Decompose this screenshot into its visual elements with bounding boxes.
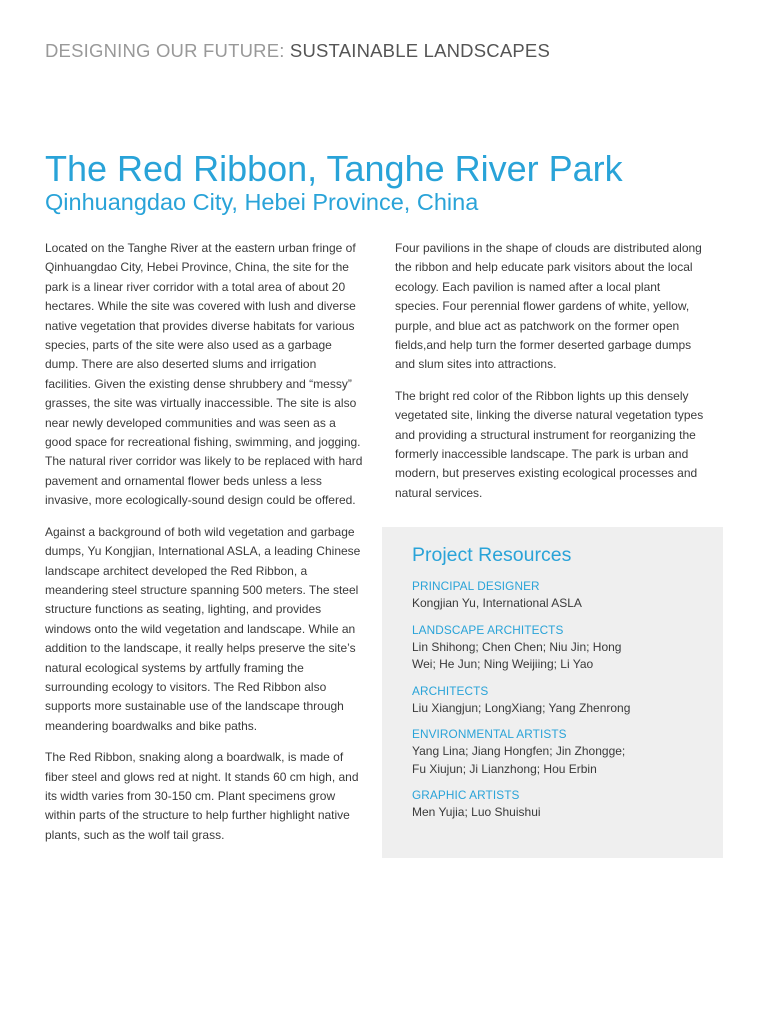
resource-value: Lin Shihong; Chen Chen; Niu Jin; Hong Wei; He Jun; Ning Weijiing; Li Yao — [412, 639, 622, 671]
resource-value: Kongjian Yu, International ASLA — [412, 596, 582, 610]
resource-group — [412, 622, 703, 674]
page-subtitle: Qinhuangdao City, Hebei Province, China — [45, 189, 479, 215]
paragraph: Located on the Tanghe River at the eastern urban fringe of Qinhuangdao City, Hebei Province, China, the site for the park is a linear river corridor with a total area of about 20 hectares. While the site was covered with lush and diverse native vegetation that provides diverse habitats for various species, parts of the site were also used as a garbage dump. There are also deserted slums and irrigation facilities. Given the existing dense shrubbery and “messy” grasses, the site was virtually inaccessible. The site is also near newly developed communities and was seen as a good space for recreational fishing, swimming, and jogging. The natural river corridor was likely to be replaced with hard pavement and ornamental flower beds unless a less invasive, more ecologically-sound design could be offered. — [45, 241, 363, 508]
resource-label: GRAPHIC ARTISTS — [412, 788, 520, 802]
paragraph: The Red Ribbon, snaking along a boardwalk, is made of fiber steel and glows red at night. It stands 60 cm high, and its width varies from 30-150 cm. Plant specimens grow within parts of the structure to help further highlight native plants, such as the wolf tail grass. — [45, 750, 359, 842]
series-name: DESIGNING OUR FUTURE: — [45, 40, 285, 61]
paragraph: Against a background of both wild vegetation and garbage dumps, Yu Kongjian, International ASLA, a leading Chinese landscape architect developed the Red Ribbon, a meandering steel structure spanning 500 meters. The steel structure functions as seating, lighting, and provides windows onto the wild vegetation and landscape. While an addition to the landscape, it really helps preserve the site’s natural ecological systems by artfully framing the surrounding ecology to visitors. The Red Ribbon also supports more sustainable use of the landscape through meandering boardwalks and bike paths. — [45, 524, 361, 733]
body-column-right — [395, 239, 707, 515]
resource-label: ARCHITECTS — [412, 683, 489, 698]
resource-value: Liu Xiangjun; LongXiang; Yang Zhenrong — [412, 700, 631, 715]
project-resources-panel — [382, 527, 723, 858]
resource-group — [412, 578, 703, 613]
resource-label: PRINCIPAL DESIGNER — [412, 579, 540, 593]
resource-label: ENVIRONMENTAL ARTISTS — [412, 727, 567, 741]
resource-value: Yang Lina; Jiang Hongfen; Jin Zhongge; Fu Xiujun; Ji Lianzhong; Hou Erbin — [412, 744, 626, 776]
body-column-left — [45, 239, 363, 857]
resource-value: Men Yujia; Luo Shuishui — [412, 805, 541, 819]
resources-heading: Project Resources — [412, 544, 572, 566]
paragraph: The bright red color of the Ribbon lights up this densely vegetated site, linking the diverse natural vegetation types and providing a structural instrument for reorganizing the formerly inaccessible landscape. The park is urban and modern, but preserves existing ecological processes and natural services. — [395, 388, 704, 500]
resource-group — [412, 683, 703, 718]
page-title: The Red Ribbon, Tanghe River Park — [45, 148, 623, 189]
resource-group — [412, 726, 703, 778]
resource-group — [412, 787, 703, 822]
series-header — [45, 40, 550, 62]
resource-label: LANDSCAPE ARCHITECTS — [412, 622, 564, 637]
paragraph: Four pavilions in the shape of clouds are distributed along the ribbon and help educate park visitors about the local ecology. Each pavilion is named after a local plant species. Four perennial flower gardens of white, yellow, purple, and blue act as patchwork on the former open fields,and help turn the former deserted garbage dumps and slum sites into attractions. — [395, 241, 702, 372]
series-topic: SUSTAINABLE LANDSCAPES — [289, 40, 550, 61]
